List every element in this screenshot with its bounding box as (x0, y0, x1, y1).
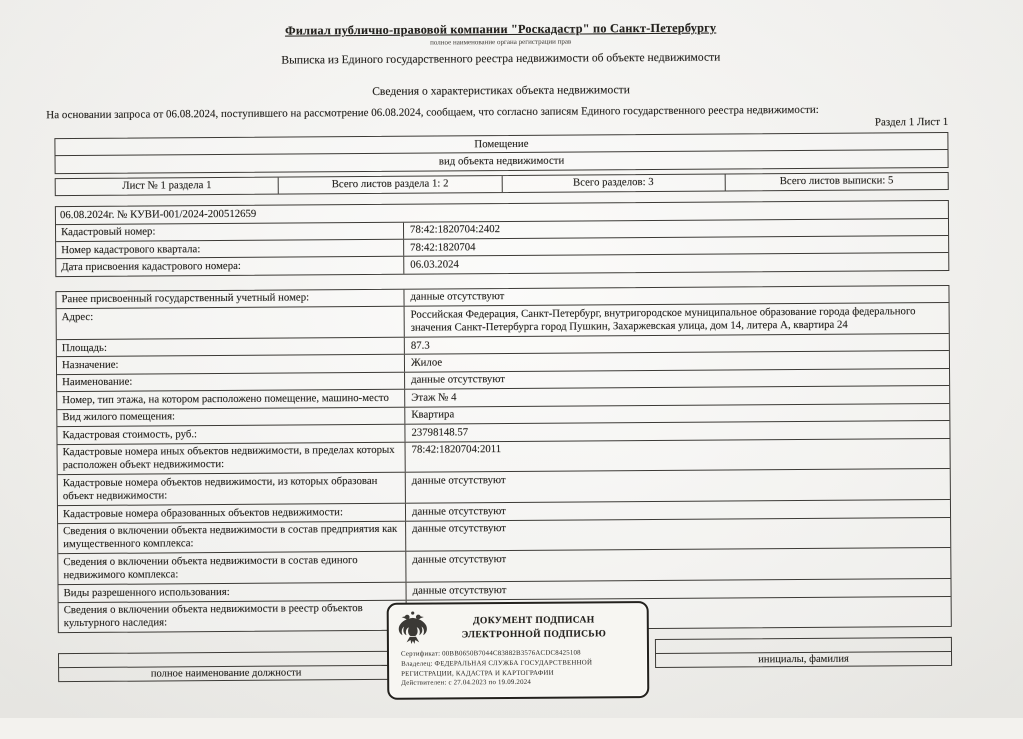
stamp-owner-line1: Владелец: ФЕДЕРАЛЬНАЯ СЛУЖБА ГОСУДАРСТВЕННОЙ (401, 659, 593, 668)
sheet-info-cell: Всего разделов: 3 (502, 174, 725, 192)
issuing-org-caption: полное наименование органа регистрации прав (430, 37, 572, 47)
row-label: Сведения о включении объекта недвижимости в состав предприятия как имущественного комплекса: (58, 521, 406, 553)
row-label: Адрес: (57, 307, 405, 339)
row-label: Площадь: (57, 338, 405, 357)
section-title: Сведения о характеристиках объекта недвижимости (372, 83, 630, 98)
sheet-info-cell: Всего листов раздела 1: 2 (279, 176, 502, 194)
row-label: Вид жилого помещения: (57, 407, 405, 426)
row-value: 78:42:1820704:2402 (409, 223, 501, 236)
document-title: Выписка из Единого государственного реестра недвижимости об объекте недвижимости (281, 50, 721, 67)
row-value: Квартира (411, 408, 455, 421)
object-type-value: Помещение (474, 137, 529, 150)
row-label: Кадастровый номер: (56, 222, 404, 241)
row-value: данные отсутствуют (411, 373, 505, 387)
digital-signature-stamp (387, 601, 650, 700)
signature-position-caption: полное наименование должности (59, 665, 393, 681)
sheet-info-table (55, 172, 949, 197)
row-label: Кадастровые номера объектов недвижимости, из которых образован объект недвижимости: (58, 473, 406, 505)
row-value: 23798148.57 (411, 425, 469, 439)
signature-name-block (655, 637, 952, 668)
row-label: Сведения о включении объекта недвижимости в реестр объектов культурного наследия: (59, 600, 407, 632)
row-value: данные отсутствуют (411, 504, 506, 518)
section-sheet-label: Раздел 1 Лист 1 (874, 115, 949, 129)
row-value: данные отсутствуют (412, 552, 507, 566)
row-label: Ранее присвоенный государственный учетный номер: (56, 290, 404, 309)
row-label: Кадастровая стоимость, руб.: (57, 425, 405, 444)
row-value: 78:42:1820704 (410, 240, 476, 254)
table-row (58, 516, 950, 553)
table-row (58, 468, 950, 505)
request-number: 06.08.2024г. № КУВИ-001/2024-200512659 (59, 207, 257, 221)
stamp-owner-line2: РЕГИСТРАЦИИ, КАДАСТРА И КАРТОГРАФИИ (401, 669, 554, 678)
table-row (58, 547, 950, 584)
characteristics-table (55, 285, 951, 634)
row-value: Жилое (410, 356, 443, 369)
stamp-title-line2: ЭЛЕКТРОННОЙ ПОДПИСЬЮ (461, 628, 607, 641)
sheet-info-cell: Лист № 1 раздела 1 (56, 177, 279, 195)
stamp-title-line1: ДОКУМЕНТ ПОДПИСАН (472, 614, 595, 627)
row-label: Назначение: (57, 355, 405, 374)
signature-name-caption: инициалы, фамилия (656, 651, 951, 667)
row-value: 87.3 (410, 339, 430, 352)
stamp-certificate: Сертификат: 00BB0650B7044C83882B3576ACDC8425108 (400, 649, 581, 659)
coat-of-arms-icon (397, 611, 429, 649)
request-basis-line: На основании запроса от 06.08.2024, поступившего на рассмотрение 06.08.2024, сообщаем, что согласно записям Единого государственного реестра недвижимости: (46, 103, 819, 122)
row-label: Виды разрешенного использования: (59, 583, 407, 602)
signature-position-block (58, 651, 394, 682)
object-type-caption: вид объекта недвижимости (438, 154, 565, 168)
row-label: Номер, тип этажа, на котором расположено помещение, машино-место (57, 390, 405, 409)
cadastral-table (55, 200, 949, 277)
table-row (58, 437, 950, 474)
table-row (57, 302, 949, 339)
row-label: Наименование: (57, 373, 405, 392)
stamp-validity: Действителен: с 27.04.2023 по 19.09.2024 (401, 679, 532, 687)
row-value: Российская Федерация, Санкт-Петербург, внутригородское муниципальное образование города федерального значения Санкт-Петербурга город Пушкин, Захаржевская улица, дом 14, литера А, квартира 24 (410, 304, 916, 334)
row-label: Номер кадастрового квартала: (56, 240, 404, 259)
row-value: 06.03.2024 (410, 258, 459, 271)
row-value: данные отсутствуют (411, 473, 506, 487)
row-label: Кадастровые номера образованных объектов недвижимости: (58, 504, 406, 523)
sheet-info-cell: Всего листов выписки: 5 (779, 174, 894, 188)
row-label: Кадастровые номера иных объектов недвижимости, в пределах которых расположен объект недвижимости: (58, 442, 406, 474)
row-value: данные отсутствуют (412, 583, 507, 597)
object-type-table (54, 132, 948, 174)
row-value: данные отсутствуют (412, 522, 507, 535)
row-value: данные отсутствуют (410, 290, 505, 304)
issuing-org-name: Филиал публично-правовой компании "Роскадастр" по Санкт-Петербургу (284, 20, 717, 38)
row-label: Дата присвоения кадастрового номера: (56, 257, 404, 276)
row-value: 78:42:1820704:2011 (411, 443, 502, 456)
row-value: Этаж № 4 (411, 391, 457, 404)
row-label: Сведения о включении объекта недвижимости в состав единого недвижимого комплекса: (58, 552, 406, 584)
